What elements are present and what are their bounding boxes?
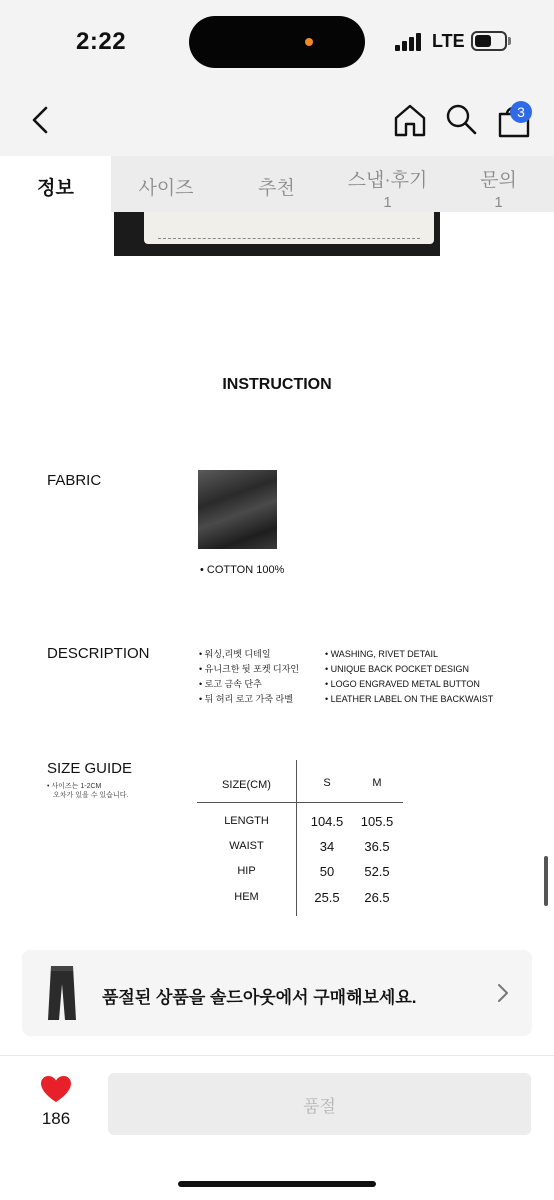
soldout-banner[interactable] — [22, 950, 532, 1036]
jeans-thumbnail-icon — [40, 964, 84, 1022]
table-header: M — [372, 777, 382, 789]
tab-info[interactable]: 정보 — [37, 178, 74, 199]
product-tag-card — [144, 212, 434, 244]
description-item: • 뒤 허리 로고 가죽 라벨 — [199, 694, 293, 704]
instruction-title: INSTRUCTION — [222, 376, 332, 393]
description-title: DESCRIPTION — [47, 645, 150, 662]
table-cell: 25.5 — [314, 890, 340, 905]
back-arrow-icon[interactable] — [24, 102, 58, 138]
product-tabs — [0, 156, 554, 212]
tab-recommend[interactable]: 추천 — [258, 178, 295, 199]
like-count: 186 — [41, 1109, 71, 1128]
product-image — [114, 212, 440, 256]
table-cell: 26.5 — [364, 890, 390, 905]
table-row-label: LENGTH — [224, 815, 269, 827]
network-label: LTE — [432, 31, 465, 51]
size-guide-title: SIZE GUIDE — [47, 760, 133, 777]
tab-inquiry[interactable]: 문의 1 — [480, 170, 517, 211]
search-icon[interactable] — [444, 102, 478, 136]
fabric-swatch-image — [198, 470, 277, 549]
table-header: SIZE(CM) — [222, 779, 271, 791]
home-indicator — [178, 1181, 376, 1187]
status-bar — [0, 0, 554, 84]
description-item: • 로고 금속 단추 — [199, 679, 262, 689]
table-cell: 104.5 — [310, 814, 344, 829]
table-cell: 105.5 — [360, 814, 394, 829]
description-item: • 워싱,리벳 디테일 — [199, 649, 271, 659]
fabric-composition: • COTTON 100% — [200, 564, 285, 576]
table-row-label: HEM — [234, 891, 259, 903]
description-list-ko — [199, 647, 299, 707]
description-list-en — [325, 647, 493, 707]
table-cell: 36.5 — [364, 839, 390, 854]
fabric-title: FABRIC — [47, 472, 102, 489]
table-cell: 34 — [319, 839, 335, 854]
table-divider — [197, 802, 403, 803]
table-cell: 52.5 — [364, 864, 390, 879]
table-row-label: WAIST — [229, 840, 264, 852]
size-guide-note: • 사이즈는 1-2CM 오차가 있을 수 있습니다. — [47, 783, 129, 799]
soldout-button[interactable]: 품절 — [108, 1073, 531, 1135]
indicator-dot — [305, 38, 313, 46]
description-item: • LEATHER LABEL ON THE BACKWAIST — [325, 694, 494, 704]
chevron-right-icon — [494, 982, 512, 1004]
stitch-line — [158, 238, 420, 239]
size-table — [197, 760, 403, 916]
soldout-banner-text: 품절된 상품을 솔드아웃에서 구매해보세요. — [102, 988, 417, 1007]
tab-snap-review[interactable]: 스냅·후기 1 — [347, 170, 428, 211]
description-item: • WASHING, RIVET DETAIL — [325, 649, 439, 659]
heart-icon[interactable] — [40, 1075, 72, 1103]
dynamic-island — [189, 16, 365, 68]
table-divider — [296, 760, 297, 916]
top-nav — [0, 84, 554, 156]
signal-icon — [395, 33, 425, 51]
cart-count-badge: 3 — [510, 101, 532, 123]
description-item: • UNIQUE BACK POCKET DESIGN — [325, 664, 470, 674]
table-row-label: HIP — [237, 865, 256, 877]
scrollbar[interactable] — [544, 856, 548, 906]
status-time: 2:22 — [76, 28, 127, 55]
tab-size[interactable]: 사이즈 — [138, 178, 194, 199]
description-item: • 유니크한 뒷 포켓 디자인 — [199, 664, 300, 674]
battery-tip — [508, 37, 511, 45]
battery-icon — [471, 31, 507, 51]
home-icon[interactable] — [392, 102, 428, 138]
table-cell: 50 — [319, 864, 335, 879]
table-header: S — [323, 777, 331, 789]
description-item: • LOGO ENGRAVED METAL BUTTON — [325, 679, 480, 689]
